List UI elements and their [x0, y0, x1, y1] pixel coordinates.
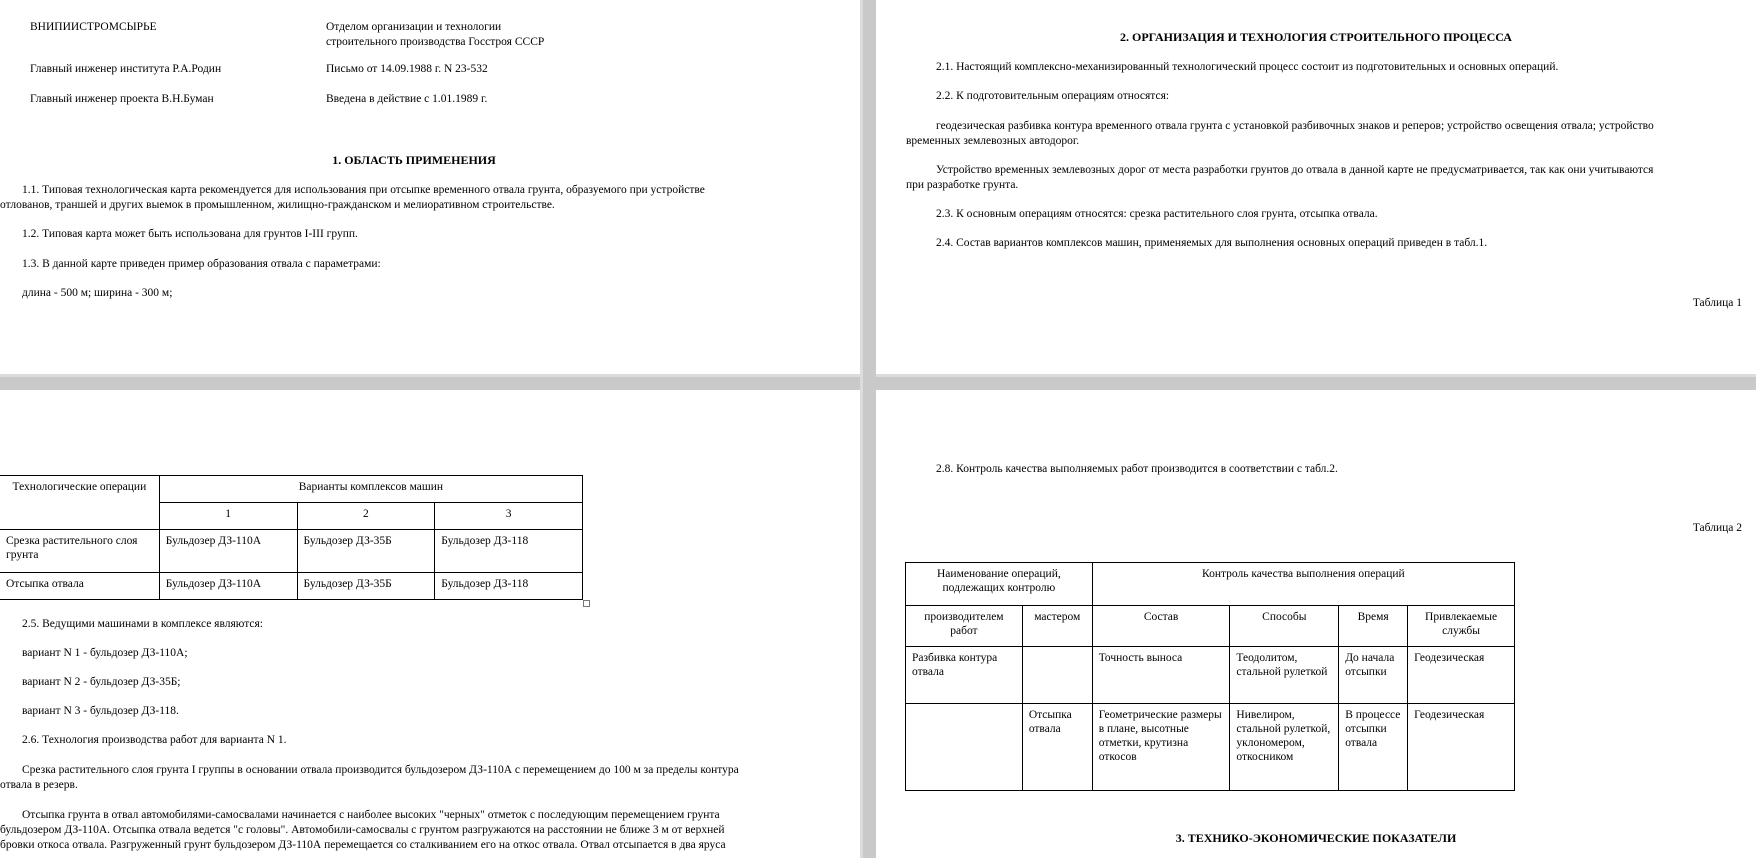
table-cell: Отсыпка отвала — [0, 573, 159, 600]
page-separator-horizontal — [0, 374, 1756, 390]
table-cell: Геодезическая — [1408, 647, 1515, 704]
document-page-1 — [0, 0, 860, 374]
paragraph-2-4: 2.4. Состав вариантов комплексов машин, применяемых для выполнения основных операций приведен в табл.1. — [936, 237, 1488, 249]
variant-2-text: вариант N 2 - бульдозер ДЗ-35Б; — [22, 676, 181, 688]
dimensions-text: длина - 500 м; ширина - 300 м; — [22, 287, 173, 299]
approval-letter: Письмо от 14.09.1988 г. N 23-532 — [326, 63, 488, 75]
table-2-header-master: мастером — [1022, 606, 1092, 647]
table-2-header-time: Время — [1339, 606, 1408, 647]
roads-line-1: Устройство временных землевозных дорог от места разработки грунтов до отвала в данной карте не предусматривается, так как они учитываются — [936, 164, 1654, 176]
table-cell: Нивелиром, стальной рулеткой, уклономером, откосником — [1230, 704, 1339, 791]
section-2-title: 2. ОРГАНИЗАЦИЯ И ТЕХНОЛОГИЯ СТРОИТЕЛЬНОГО ПРОЦЕССА — [1120, 30, 1512, 44]
table-row — [0, 530, 583, 573]
chief-engineer-institute: Главный инженер института Р.А.Родин — [30, 63, 222, 75]
department-line-2: строительного производства Госстроя СССР — [326, 36, 545, 48]
roads-line-2: при разработке грунта. — [906, 179, 1019, 191]
paragraph-2-6: 2.6. Технология производства работ для варианта N 1. — [22, 734, 287, 746]
paragraph-2-5: 2.5. Ведущими машинами в комплексе являются: — [22, 618, 263, 630]
table-1-header-operations: Технологические операции — [0, 476, 159, 530]
table-2-label: Таблица 2 — [1692, 522, 1742, 534]
paragraph-2-3: 2.3. К основным операциям относятся: срезка растительного слоя грунта, отсыпка отвала. — [936, 208, 1378, 220]
table-1-label: Таблица 1 — [1692, 297, 1742, 309]
table-row — [906, 647, 1515, 704]
table-cell: Бульдозер ДЗ-110А — [159, 573, 297, 600]
effective-date: Введена в действие с 1.01.1989 г. — [326, 93, 488, 105]
organization-name: ВНИПИИСТРОМСЫРЬЕ — [30, 21, 157, 33]
dumping-line-1: Отсыпка грунта в отвал автомобилями-самосвалами начинается с наиболее высоких "черных" отметок с последующим перемещением грунта — [22, 809, 720, 821]
variant-3-text: вариант N 3 - бульдозер ДЗ-118. — [22, 705, 179, 717]
document-page-2 — [876, 0, 1756, 374]
table-cell: Точность выноса — [1092, 647, 1230, 704]
paragraph-1-1-line-1: 1.1. Типовая технологическая карта рекомендуется для использования при отсыпке временного отвала грунта, образуемого при устройстве — [22, 184, 705, 196]
paragraph-1-1-line-2: отлованов, траншей и других выемок в промышленном, жилищно-гражданском и мелиоративном строительстве. — [0, 199, 555, 211]
table-2 — [905, 562, 1515, 791]
table-2-header-content: Состав — [1092, 606, 1230, 647]
section-3-title: 3. ТЕХНИКО-ЭКОНОМИЧЕСКИЕ ПОКАЗАТЕЛИ — [1175, 831, 1457, 845]
paragraph-2-8: 2.8. Контроль качества выполняемых работ производится в соответствии с табл.2. — [936, 463, 1338, 475]
stripping-line-2: отвала в резерв. — [0, 779, 78, 791]
paragraph-1-3: 1.3. В данной карте приведен пример образования отвала с параметрами: — [22, 258, 381, 270]
table-row — [0, 573, 583, 600]
table-2-header-services: Привлекаемые службы — [1408, 606, 1515, 647]
paragraph-2-2: 2.2. К подготовительным операциям относятся: — [936, 90, 1170, 102]
document-page-3 — [0, 390, 860, 858]
table-1-variant-2: 2 — [297, 503, 435, 530]
department-line-1: Отделом организации и технологии — [326, 21, 502, 33]
table-cell: Отсыпка отвала — [1022, 704, 1092, 791]
table-cell: Разбивка контура отвала — [906, 647, 1023, 704]
table-cell: Бульдозер ДЗ-118 — [435, 530, 583, 573]
table-cell: Теодолитом, стальной рулеткой — [1230, 647, 1339, 704]
table-cell — [906, 704, 1023, 791]
table-1 — [0, 475, 583, 600]
table-cell: Срезка растительного слоя грунта — [0, 530, 159, 573]
table-2-header-operations: Наименование операций, подлежащих контролю — [906, 563, 1093, 606]
table-row — [906, 704, 1515, 791]
paragraph-1-2: 1.2. Типовая карта может быть использована для грунтов I-III групп. — [22, 228, 358, 240]
table-cell: Геодезическая — [1408, 704, 1515, 791]
variant-1-text: вариант N 1 - бульдозер ДЗ-110А; — [22, 647, 188, 659]
table-2-header-methods: Способы — [1230, 606, 1339, 647]
table-cell: Бульдозер ДЗ-110А — [159, 530, 297, 573]
paragraph-2-1: 2.1. Настоящий комплексно-механизированный технологический процесс состоит из подготовительных и основных операций. — [936, 61, 1559, 73]
table-cell — [1022, 647, 1092, 704]
table-cell: Бульдозер ДЗ-118 — [435, 573, 583, 600]
table-resize-handle[interactable] — [583, 600, 590, 607]
section-1-title: 1. ОБЛАСТЬ ПРИМЕНЕНИЯ — [332, 153, 496, 167]
table-1-variant-3: 3 — [435, 503, 583, 530]
table-2-header-producer: производителем работ — [906, 606, 1023, 647]
prep-ops-line-2: временных землевозных автодорог. — [906, 135, 1080, 147]
stripping-line-1: Срезка растительного слоя грунта I группы в основании отвала производится бульдозером ДЗ-110А с перемещением до 100 м за пределы контура — [22, 764, 739, 776]
table-2-header-quality: Контроль качества выполнения операций — [1092, 563, 1514, 606]
dumping-line-3: бровки откоса отвала. Разгруженный грунт бульдозером ДЗ-110А перемещается со сталкиванием его на откос отвала. Отвал отсыпается в два яруса — [0, 839, 726, 851]
table-1-variant-1: 1 — [159, 503, 297, 530]
table-cell: В процессе отсыпки отвала — [1339, 704, 1408, 791]
table-cell: Геометрические размеры в плане, высотные отметки, крутизна откосов — [1092, 704, 1230, 791]
document-page-4 — [876, 390, 1756, 858]
chief-engineer-project: Главный инженер проекта В.Н.Буман — [30, 93, 214, 105]
page-separator-vertical — [860, 0, 876, 858]
table-cell: До начала отсыпки — [1339, 647, 1408, 704]
table-1-header-variants: Варианты комплексов машин — [159, 476, 582, 503]
prep-ops-line-1: геодезическая разбивка контура временного отвала грунта с установкой разбивочных знаков и реперов; устройство освещения отвала; устройство — [936, 120, 1654, 132]
table-cell: Бульдозер ДЗ-35Б — [297, 530, 435, 573]
table-cell: Бульдозер ДЗ-35Б — [297, 573, 435, 600]
dumping-line-2: бульдозером ДЗ-110А. Отсыпка отвала ведется "с головы". Автомобили-самосвалы с грунтом разгружаются на расстоянии не ближе 3 м от верхней — [0, 824, 725, 836]
